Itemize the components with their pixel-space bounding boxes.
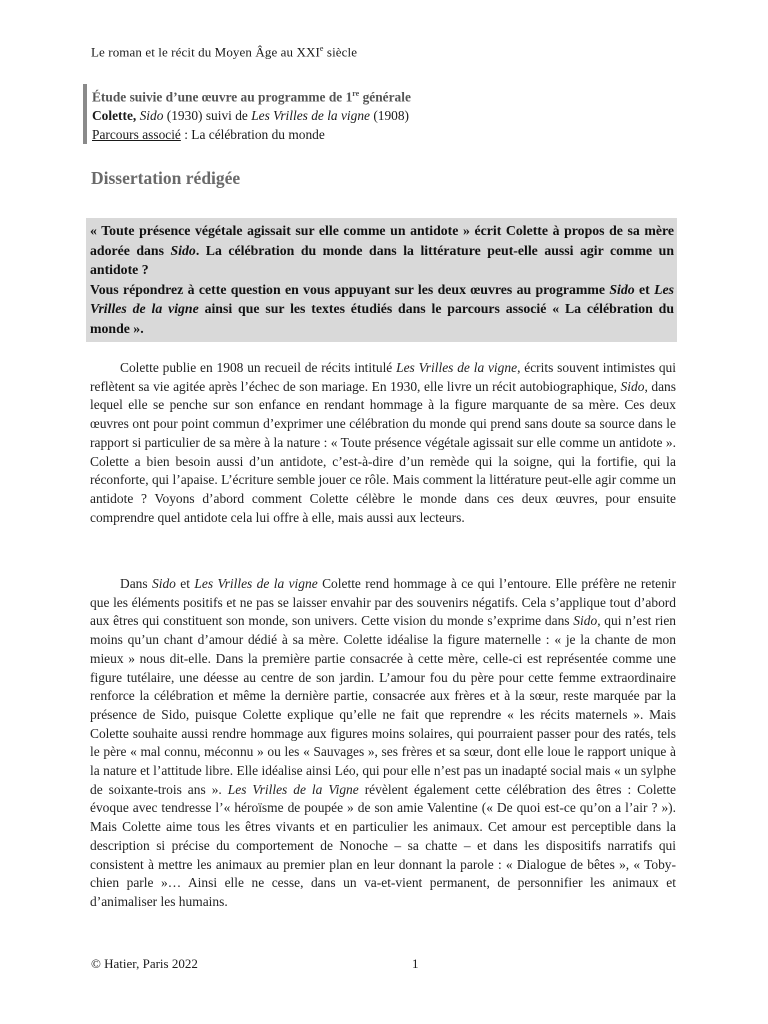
introduction-text xyxy=(90,359,676,527)
body-text: révèlent également cette célébration des êtres : Colette évoque avec tendresse l’« héroïsme de poupée » de son amie Valentine (« De quoi est-ce qu’on a l’air ? »). Mais Colette aime tous les êtres vivants et en particulier les animaux. Cet amour est perceptible dans la description si précise du comportement de Nonoche – sa chatte – et dans les dispositifs narratifs qui consistent à mettre les animaux au premier plan en leur donnant la parole : « Dialogue de bêtes », « Toby-chien parle »… Ainsi elle ne cesse, dans un va-et-vient permanent, de personnifier les animaux et d’animaliser les humains. xyxy=(90,781,676,909)
running-header-text: Le roman et le récit du Moyen Âge au XXI xyxy=(91,44,320,60)
copyright-footer: © Hatier, Paris 2022 xyxy=(91,956,198,971)
subject-paragraph-2 xyxy=(90,280,674,339)
author-name: Colette, xyxy=(92,108,137,124)
running-header-superscript: e xyxy=(319,44,324,53)
work-title-vrilles: Les Vrilles de la vigne xyxy=(251,108,370,124)
running-header xyxy=(91,44,357,60)
body-italic: Les Vrilles de la vigne xyxy=(396,360,518,375)
course-title-superscript: re xyxy=(352,89,360,98)
section-title: Dissertation rédigée xyxy=(91,168,241,188)
body-italic: Les Vrilles de la Vigne xyxy=(227,781,359,797)
body-italic: Les Vrilles de la vigne xyxy=(194,576,318,591)
subject-text: ainsi que sur les textes étudiés dans le parcours associé « La célébration du monde ». xyxy=(90,301,674,336)
body-italic: Sido xyxy=(620,378,645,394)
introduction-paragraph xyxy=(90,359,676,527)
body-italic: Sido xyxy=(573,613,598,629)
development-text xyxy=(90,575,676,912)
subject-italic: Sido xyxy=(170,242,196,258)
body-text: , qui n’est rien moins qu’un chant d’amour dédié à sa mère. Colette idéalise la figure maternelle : « je la chante de mon mieux » nous dit-elle. Dans la première partie consacrée à cette mère, celle-ci est représentée comme une figure tutélaire, une déesse au centre de son jardin. L’amour fou du père pour cette femme extraordinaire renforce la célébration et même la dernière partie, consacrée aux frères et à la sœur, reste marquée par la présence de Sido, puisque Colette explique qu’elle ne fait que reprendre « les récits maternels ». Mais Colette souhaite aussi rendre hommage aux figures moins solaires, qui pourraient passer pour des ratés, tels le père « mal connu, méconnu » ou les « Sauvages », ses frères et sa sœur, dont elle loue le rapport unique à la nature et l’attitude libre. Elle idéalise ainsi Léo, qui pour elle n’est pas un inadapté social mais « un sylphe de soixante-trois ans ». xyxy=(90,613,677,797)
work-year-vrilles: (1908) xyxy=(369,108,410,124)
work-title-sido: Sido xyxy=(139,108,164,124)
parcours-value: : La célébration du monde xyxy=(180,127,325,143)
subject-paragraph-1 xyxy=(90,221,674,280)
subject-italic: Les Vrilles de la vigne xyxy=(90,281,674,317)
course-works xyxy=(92,106,692,125)
parcours-label: Parcours associé xyxy=(92,127,181,143)
course-title-text: Étude suivie d’une œuvre au programme de 1 xyxy=(92,89,353,105)
course-title-text-end: générale xyxy=(359,89,411,105)
running-header-text-end: siècle xyxy=(323,44,358,60)
subject-text: . La célébration du monde dans la littérature peut-elle aussi agir comme un antidote ? xyxy=(90,242,675,278)
body-text: et xyxy=(175,576,195,591)
subject-text: « Toute présence végétale agissait sur elle comme un antidote » écrit Colette à propos de sa mère adorée dans xyxy=(90,223,674,258)
development-paragraph xyxy=(90,575,676,912)
body-italic: Sido xyxy=(152,576,176,591)
body-text: Colette rend hommage à ce qui l’entoure. Elle préfère ne retenir que les éléments positifs et ne pas se laisser envahir par des souvenirs négatifs. Cela s’applique tout d’abord aux êtres qui constituent son monde, son univers. Cette vision du monde s’exprime dans xyxy=(90,576,676,629)
body-text: , dans lequel elle se penche sur son enfance en rendant hommage à la figure marquante de sa mère. Ces deux œuvres ont pour point commun d’exprimer une célébration du monde qui prend sans doute sa source dans le rapport si particulier de sa mère à la nature : « Toute présence végétale agissait sur elle comme un antidote ». Colette a bien besoin aussi d’un antidote, c’est-à-dire d’un remède qui la soigne, qui la fortifie, qui la réconforte, qui l’apaise. L’écriture semble jouer ce rôle. Mais comment la littérature peut-elle agir comme un antidote ? Voyons d’abord comment Colette célèbre le monde dans ces deux œuvres, pour ensuite comprendre quel antidote cela lui offre à elle, mais aussi aux lecteurs. xyxy=(90,378,676,525)
subject-italic: Sido xyxy=(609,281,635,297)
dissertation-subject-box xyxy=(86,218,677,342)
body-text: Dans xyxy=(120,576,153,591)
body-text: , écrits souvent intimistes qui reflètent sa vie agitée après l’échec de son mariage. En 1930, elle livre un récit autobiographique, xyxy=(90,360,677,394)
subject-text: et xyxy=(634,281,655,297)
course-parcours xyxy=(92,125,692,144)
course-title xyxy=(92,84,692,106)
body-text: Colette publie en 1908 un recueil de récits intitulé xyxy=(120,360,397,375)
work-year-sido: (1930) suivi de xyxy=(163,108,252,124)
page-number: 1 xyxy=(412,956,419,971)
subject-text: Vous répondrez à cette question en vous appuyant sur les deux œuvres au programme xyxy=(90,281,610,297)
course-info-block xyxy=(83,84,692,144)
